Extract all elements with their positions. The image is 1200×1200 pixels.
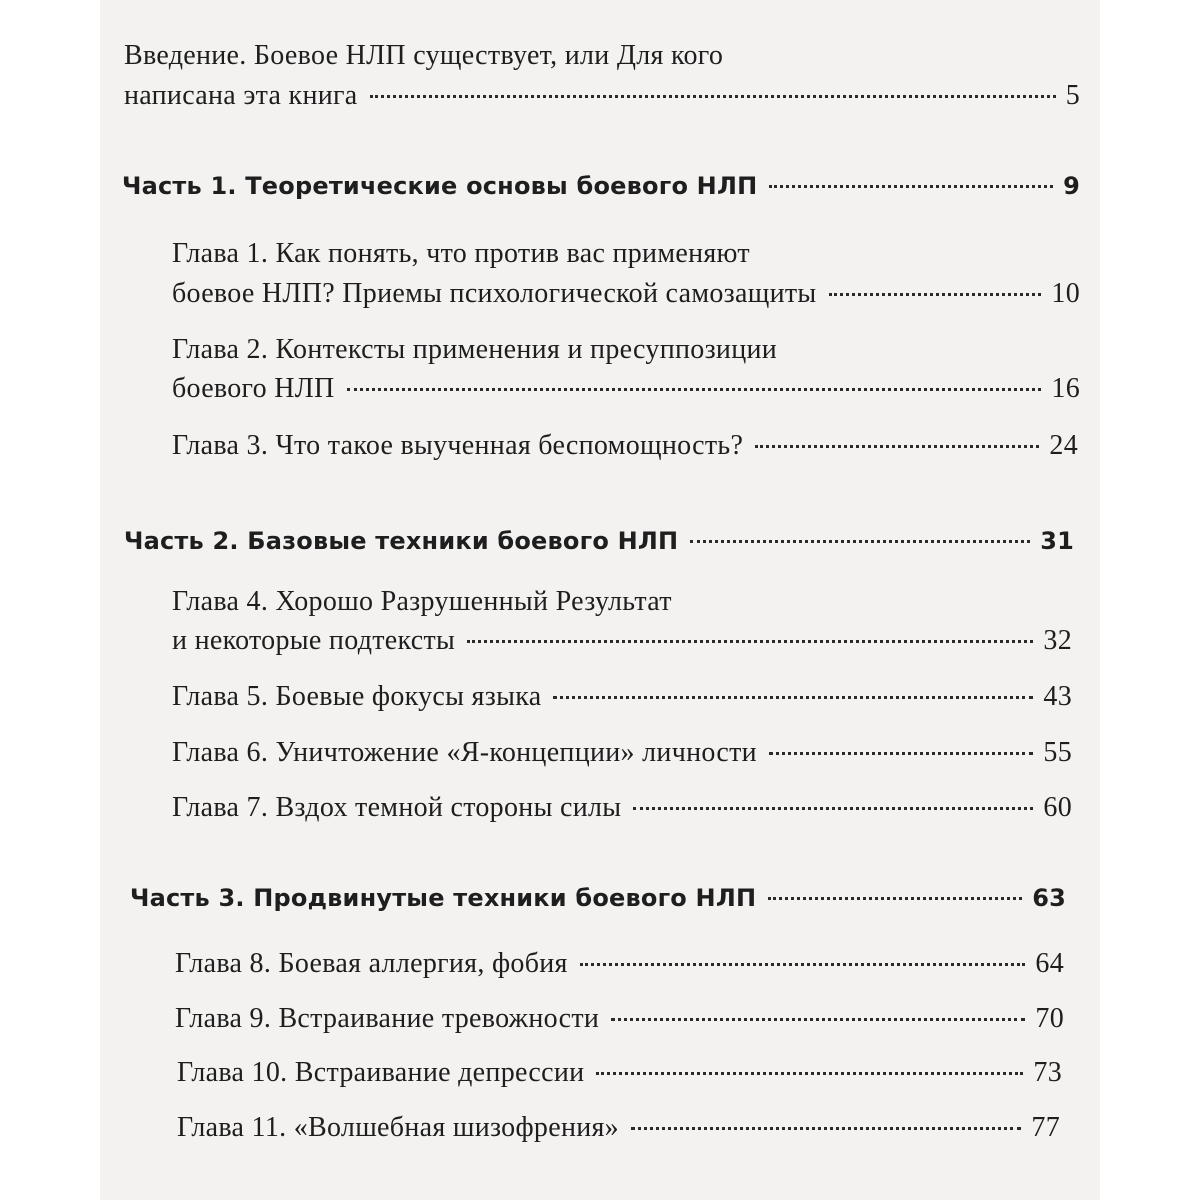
toc-chapter-8 (175, 948, 1064, 980)
toc-chapter-4 (172, 625, 1072, 657)
dot-leader (829, 293, 1042, 296)
page-number: 31 (1040, 527, 1074, 555)
part-title: Часть 3. Продвинутые техники боевого НЛП (130, 884, 757, 912)
dot-leader (690, 540, 1030, 543)
toc-chapter-11 (177, 1112, 1060, 1144)
toc-intro-line1: Введение. Боевое НЛП существует, или Для кого (124, 40, 724, 71)
dot-leader (467, 640, 1033, 643)
book-page (100, 0, 1100, 1200)
page-number: 16 (1051, 373, 1080, 404)
chapter-title: Глава 10. Встраивание депрессии (177, 1057, 585, 1088)
toc-chapter-4-line1: Глава 4. Хорошо Разрушенный Результат (172, 586, 672, 617)
chapter-title: Глава 3. Что такое выученная беспомощность? (172, 430, 744, 461)
toc-chapter-1 (172, 278, 1080, 310)
dot-leader (553, 696, 1033, 699)
dot-leader (347, 388, 1042, 391)
dot-leader (631, 1127, 1021, 1130)
page-number: 64 (1035, 948, 1064, 979)
page-number: 63 (1032, 884, 1066, 912)
chapter-title-line2: боевое НЛП? Приемы психологической самозащиты (172, 278, 817, 309)
chapter-title: Глава 8. Боевая аллергия, фобия (175, 948, 568, 979)
dot-leader (768, 897, 1022, 900)
chapter-title: Глава 5. Боевые фокусы языка (172, 681, 542, 712)
page-number: 77 (1031, 1112, 1060, 1143)
toc-intro (124, 80, 1080, 112)
page-number: 24 (1049, 430, 1078, 461)
toc-chapter-9 (175, 1003, 1064, 1035)
toc-part-3 (130, 884, 1066, 912)
table-of-contents (100, 0, 1100, 1200)
toc-part-2 (124, 527, 1074, 555)
page-number: 43 (1043, 681, 1072, 712)
page-number: 70 (1035, 1003, 1064, 1034)
dot-leader (633, 807, 1033, 810)
page-number: 60 (1043, 792, 1072, 823)
chapter-title: Глава 11. «Волшебная шизофрения» (177, 1112, 619, 1143)
chapter-title: Глава 9. Встраивание тревожности (175, 1003, 600, 1034)
dot-leader (755, 445, 1039, 448)
toc-chapter-5 (172, 681, 1072, 713)
dot-leader (580, 963, 1026, 966)
chapter-title: Глава 7. Вздох темной стороны силы (172, 792, 622, 823)
dot-leader (596, 1072, 1023, 1075)
toc-part-1 (122, 172, 1080, 200)
page-number: 9 (1063, 172, 1080, 200)
dot-leader (370, 95, 1056, 98)
dot-leader (611, 1018, 1025, 1021)
dot-leader (769, 185, 1053, 188)
toc-chapter-6 (172, 737, 1072, 769)
part-title: Часть 1. Теоретические основы боевого НЛП (122, 172, 758, 200)
chapter-title: Глава 6. Уничтожение «Я-концепции» личности (172, 737, 757, 768)
chapter-title-line2: боевого НЛП (172, 373, 335, 404)
page-number: 55 (1043, 737, 1072, 768)
toc-chapter-7 (172, 792, 1072, 824)
page-number: 5 (1065, 80, 1080, 111)
toc-chapter-10 (177, 1057, 1062, 1089)
toc-intro-line2: написана эта книга (124, 80, 358, 111)
page-number: 10 (1051, 278, 1080, 309)
page-number: 73 (1033, 1057, 1062, 1088)
part-title: Часть 2. Базовые техники боевого НЛП (124, 527, 679, 555)
dot-leader (769, 752, 1033, 755)
page-number: 32 (1043, 625, 1072, 656)
chapter-title-line2: и некоторые подтексты (172, 625, 456, 656)
toc-chapter-1-line1: Глава 1. Как понять, что против вас применяют (172, 238, 750, 269)
toc-chapter-3 (172, 430, 1078, 462)
toc-chapter-2-line1: Глава 2. Контексты применения и пресуппозиции (172, 334, 778, 365)
toc-chapter-2 (172, 373, 1080, 405)
